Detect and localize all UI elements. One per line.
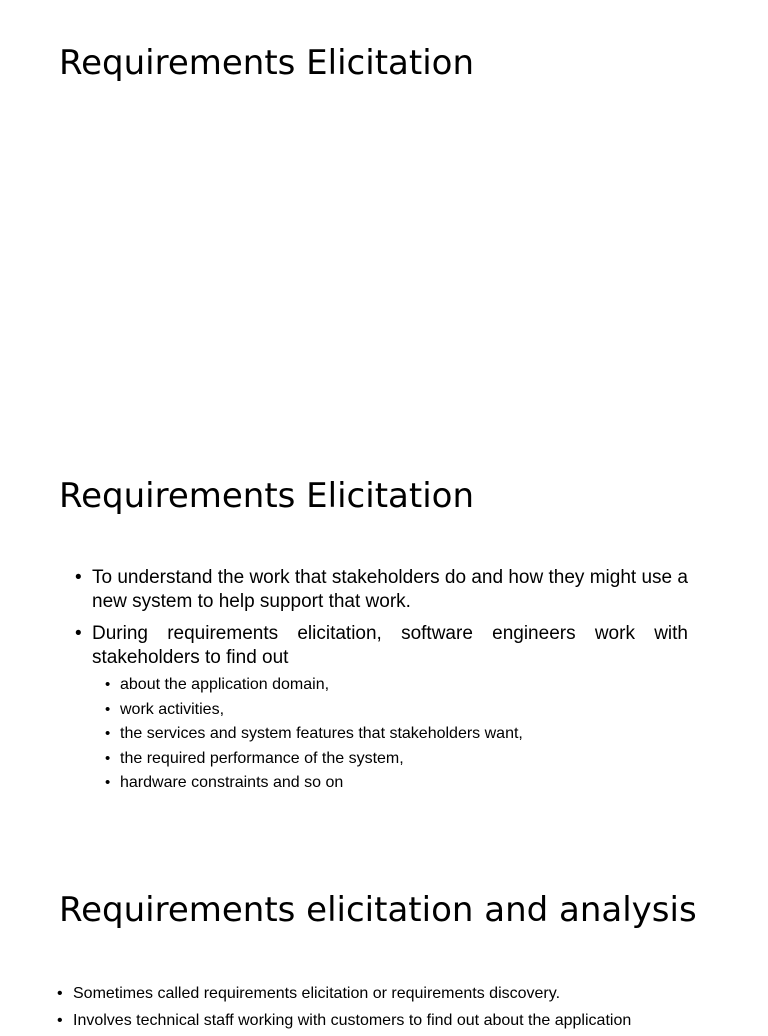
slide-1-title: Requirements Elicitation (59, 43, 474, 83)
bullet-dot: • (105, 725, 111, 742)
sub-bullet-text: work activities, (120, 700, 225, 718)
bullet-item (57, 1009, 717, 1033)
bullet-dot: • (75, 623, 82, 644)
slide-2-title: Requirements Elicitation (59, 476, 474, 516)
bullet-item (75, 566, 688, 614)
bullet-text: During requirements elicitation, software engineers work with stakeholders to find out (92, 623, 688, 668)
bullet-text: Sometimes called requirements elicitation or requirements discovery. (73, 985, 561, 1002)
slide-3-bullet-list (57, 982, 717, 1036)
sub-bullet-text: the required performance of the system, (120, 749, 404, 767)
sub-bullet-text: about the application domain, (120, 676, 330, 693)
bullet-dot: • (105, 700, 111, 718)
sub-bullet-item (92, 747, 688, 772)
sub-bullet-item (92, 722, 688, 747)
bullet-item (57, 982, 717, 1006)
bullet-text: Involves technical staff working with customers to find out about the application (73, 1012, 632, 1029)
slide-2-bullet-list (75, 566, 688, 804)
sub-bullet-item (92, 673, 688, 698)
bullet-dot: • (57, 1012, 63, 1029)
slide-3-title: Requirements elicitation and analysis (59, 890, 697, 930)
sub-bullet-item (92, 698, 688, 723)
bullet-dot: • (105, 749, 111, 767)
bullet-item (75, 622, 688, 796)
bullet-text: To understand the work that stakeholders do and how they might use a new system to help support that work. (92, 567, 688, 612)
bullet-dot: • (105, 774, 111, 791)
sub-bullet-item (92, 771, 688, 796)
sub-bullet-text: hardware constraints and so on (120, 774, 344, 791)
bullet-dot: • (57, 985, 63, 1002)
sub-bullet-list (92, 673, 688, 796)
sub-bullet-text: the services and system features that stakeholders want, (120, 725, 523, 742)
bullet-dot: • (105, 676, 111, 693)
bullet-dot: • (75, 567, 82, 588)
